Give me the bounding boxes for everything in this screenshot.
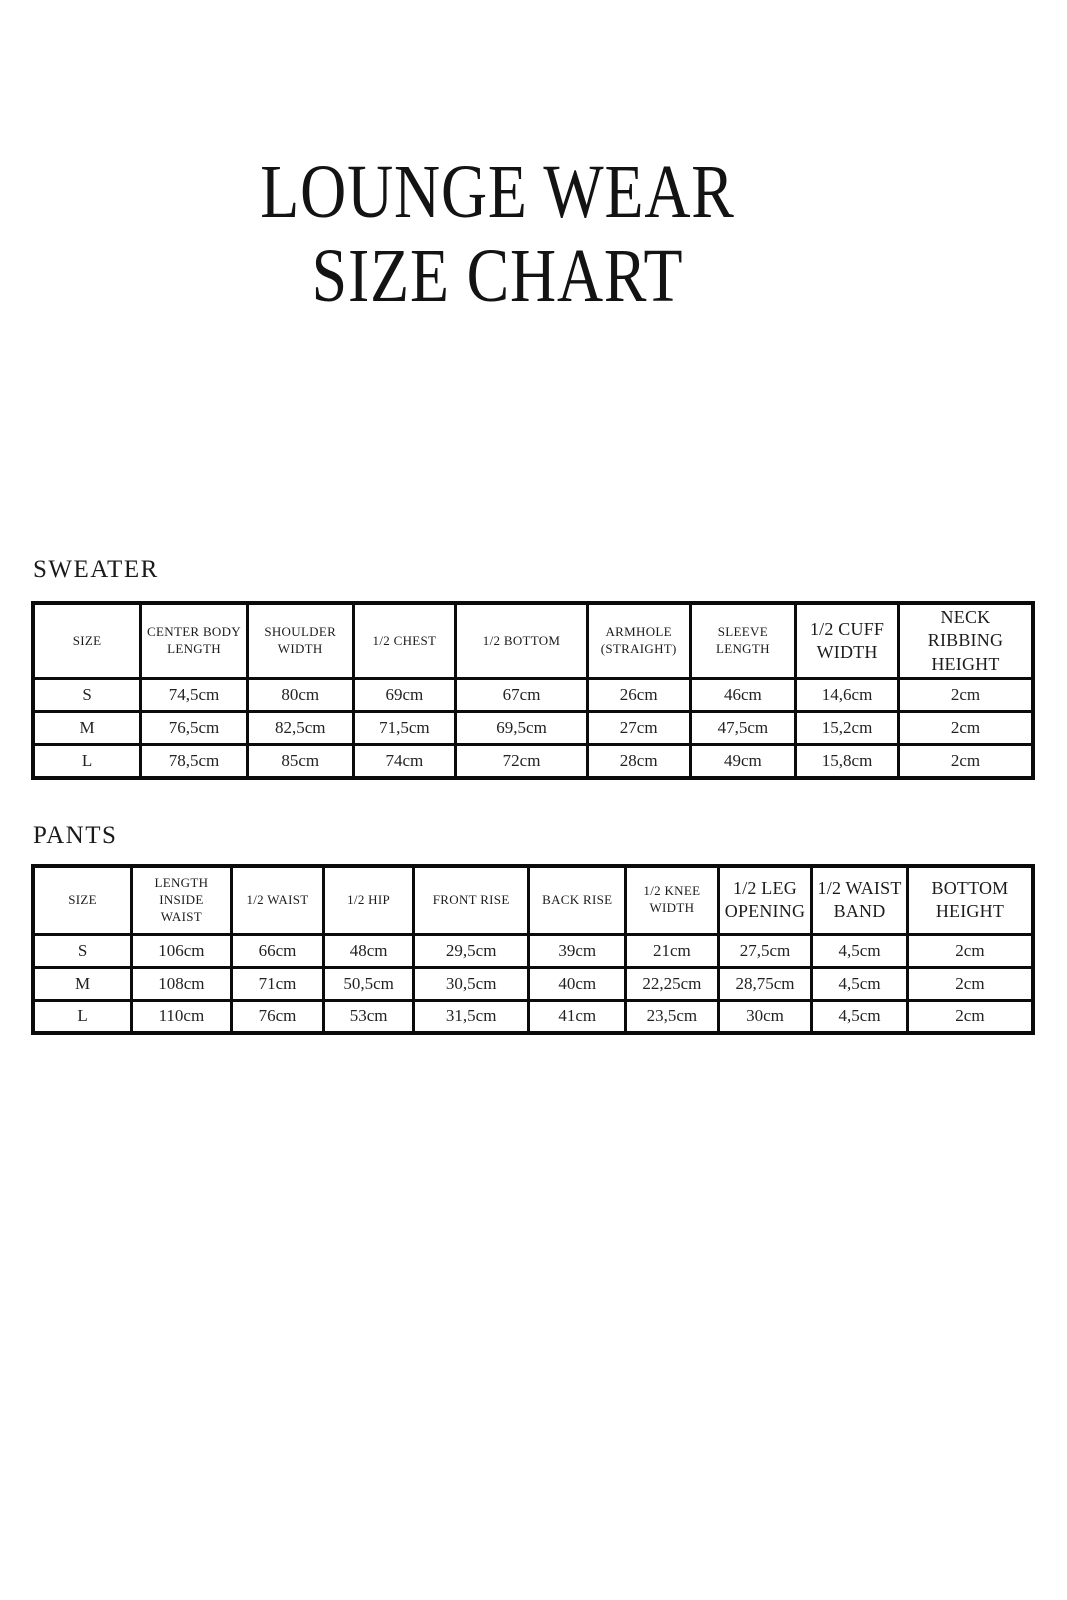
measurement-cell: 15,8cm xyxy=(796,745,899,778)
column-header: 1/2 CHEST xyxy=(353,603,456,679)
measurement-cell: 46cm xyxy=(690,679,796,712)
measurement-cell: 28cm xyxy=(587,745,690,778)
measurement-cell: 47,5cm xyxy=(690,712,796,745)
column-header: 1/2 KNEE WIDTH xyxy=(626,866,719,934)
column-header: SHOULDER WIDTH xyxy=(247,603,353,679)
measurement-cell: 53cm xyxy=(324,1000,414,1033)
measurement-cell: 22,25cm xyxy=(626,967,719,1000)
size-cell: M xyxy=(33,967,132,1000)
measurement-cell: 110cm xyxy=(132,1000,232,1033)
measurement-cell: 2cm xyxy=(907,1000,1033,1033)
measurement-cell: 39cm xyxy=(529,934,626,967)
measurement-cell: 2cm xyxy=(898,679,1033,712)
measurement-cell: 69,5cm xyxy=(456,712,588,745)
measurement-cell: 67cm xyxy=(456,679,588,712)
measurement-cell: 82,5cm xyxy=(247,712,353,745)
measurement-cell: 108cm xyxy=(132,967,232,1000)
column-header: 1/2 BOTTOM xyxy=(456,603,588,679)
column-header: CENTER BODY LENGTH xyxy=(141,603,248,679)
column-header: 1/2 HIP xyxy=(324,866,414,934)
sweater-section-label: SWEATER xyxy=(33,556,159,583)
measurement-cell: 71cm xyxy=(231,967,324,1000)
size-cell: L xyxy=(33,745,141,778)
measurement-cell: 23,5cm xyxy=(626,1000,719,1033)
measurement-cell: 76,5cm xyxy=(141,712,248,745)
measurement-cell: 78,5cm xyxy=(141,745,248,778)
measurement-cell: 41cm xyxy=(529,1000,626,1033)
measurement-cell: 80cm xyxy=(247,679,353,712)
measurement-cell: 69cm xyxy=(353,679,456,712)
measurement-cell: 27,5cm xyxy=(718,934,812,967)
measurement-cell: 76cm xyxy=(231,1000,324,1033)
column-header: SIZE xyxy=(33,603,141,679)
size-row xyxy=(33,745,1033,778)
pants-size-table xyxy=(31,864,1035,1035)
size-row xyxy=(33,1000,1033,1033)
page-title-line1: LOUNGE WEAR xyxy=(260,150,735,234)
column-header: 1/2 CUFF WIDTH xyxy=(796,603,899,679)
pants-header-row xyxy=(33,866,1033,934)
measurement-cell: 85cm xyxy=(247,745,353,778)
measurement-cell: 2cm xyxy=(907,967,1033,1000)
column-header: LENGTH INSIDE WAIST xyxy=(132,866,232,934)
size-cell: S xyxy=(33,934,132,967)
measurement-cell: 2cm xyxy=(898,712,1033,745)
measurement-cell: 40cm xyxy=(529,967,626,1000)
measurement-cell: 66cm xyxy=(231,934,324,967)
column-header: BOTTOM HEIGHT xyxy=(907,866,1033,934)
size-row xyxy=(33,934,1033,967)
measurement-cell: 21cm xyxy=(626,934,719,967)
page-title-line2: SIZE CHART xyxy=(311,234,684,318)
column-header: 1/2 WAIST BAND xyxy=(812,866,908,934)
measurement-cell: 49cm xyxy=(690,745,796,778)
measurement-cell: 29,5cm xyxy=(413,934,529,967)
column-header: SIZE xyxy=(33,866,132,934)
measurement-cell: 4,5cm xyxy=(812,967,908,1000)
column-header: SLEEVE LENGTH xyxy=(690,603,796,679)
measurement-cell: 74,5cm xyxy=(141,679,248,712)
measurement-cell: 2cm xyxy=(907,934,1033,967)
column-header: BACK RISE xyxy=(529,866,626,934)
sweater-header-row xyxy=(33,603,1033,679)
measurement-cell: 31,5cm xyxy=(413,1000,529,1033)
measurement-cell: 15,2cm xyxy=(796,712,899,745)
measurement-cell: 106cm xyxy=(132,934,232,967)
size-cell: S xyxy=(33,679,141,712)
measurement-cell: 72cm xyxy=(456,745,588,778)
sweater-table-body xyxy=(33,679,1033,778)
measurement-cell: 71,5cm xyxy=(353,712,456,745)
size-row xyxy=(33,679,1033,712)
column-header: NECK RIBBING HEIGHT xyxy=(898,603,1033,679)
pants-table-body xyxy=(33,934,1033,1033)
column-header: FRONT RISE xyxy=(413,866,529,934)
column-header: 1/2 LEG OPENING xyxy=(718,866,812,934)
measurement-cell: 30,5cm xyxy=(413,967,529,1000)
measurement-cell: 50,5cm xyxy=(324,967,414,1000)
measurement-cell: 27cm xyxy=(587,712,690,745)
measurement-cell: 14,6cm xyxy=(796,679,899,712)
measurement-cell: 4,5cm xyxy=(812,1000,908,1033)
column-header: 1/2 WAIST xyxy=(231,866,324,934)
sweater-size-table xyxy=(31,601,1035,780)
size-row xyxy=(33,967,1033,1000)
measurement-cell: 74cm xyxy=(353,745,456,778)
page-title xyxy=(49,150,945,318)
measurement-cell: 2cm xyxy=(898,745,1033,778)
size-cell: L xyxy=(33,1000,132,1033)
size-cell: M xyxy=(33,712,141,745)
pants-section-label: PANTS xyxy=(33,822,118,849)
measurement-cell: 30cm xyxy=(718,1000,812,1033)
measurement-cell: 26cm xyxy=(587,679,690,712)
size-row xyxy=(33,712,1033,745)
measurement-cell: 4,5cm xyxy=(812,934,908,967)
column-header: ARMHOLE (STRAIGHT) xyxy=(587,603,690,679)
measurement-cell: 48cm xyxy=(324,934,414,967)
measurement-cell: 28,75cm xyxy=(718,967,812,1000)
